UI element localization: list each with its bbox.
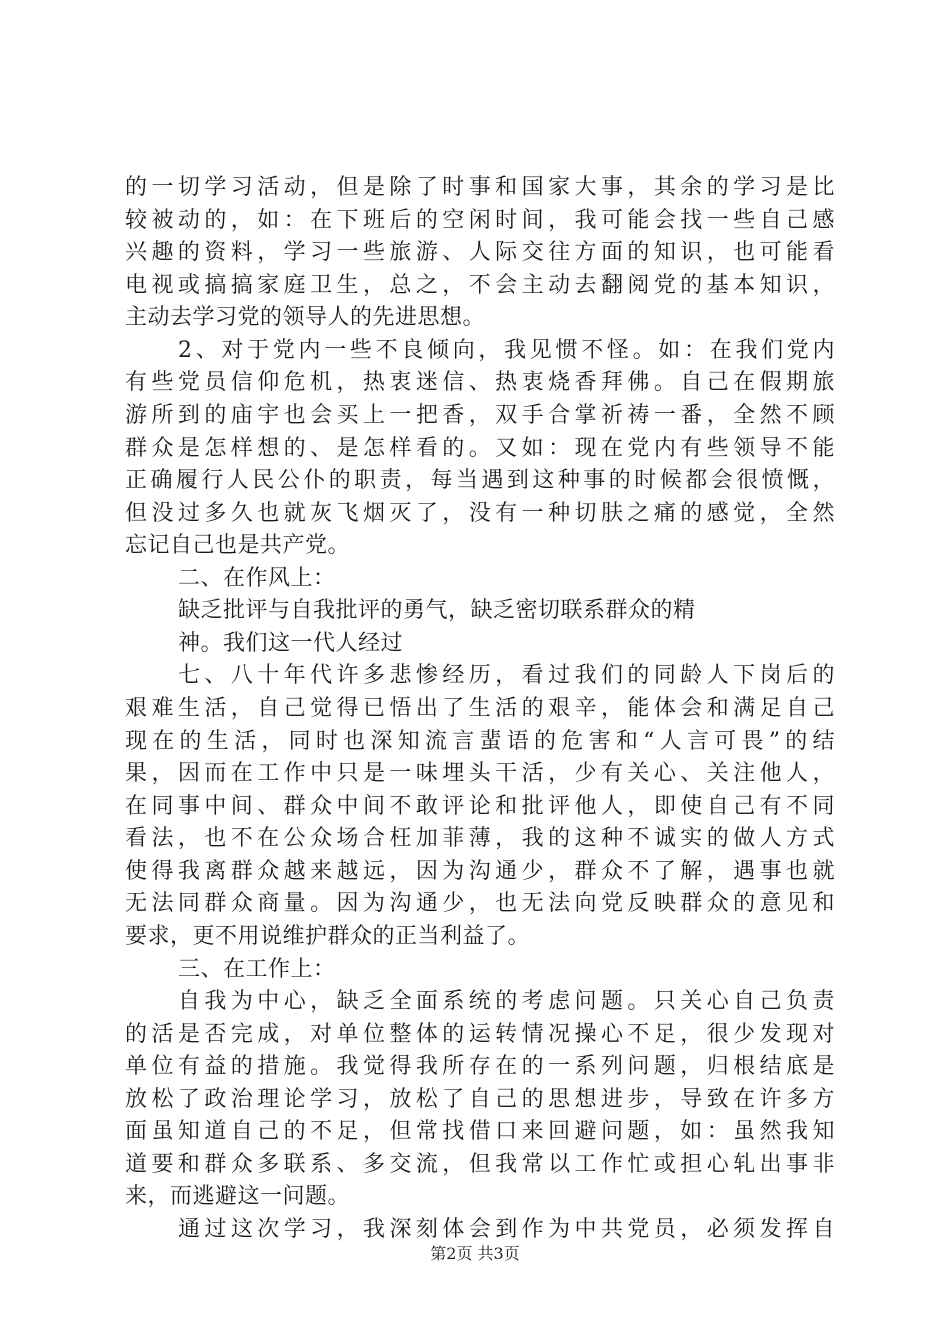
text-line: 看法，也不在公众场合枉加菲薄，我的这种不诚实的做人方式 bbox=[125, 826, 835, 851]
text-line: 但没过多久也就灰飞烟灭了，没有一种切肤之痛的感觉，全然 bbox=[125, 501, 835, 526]
text-line: 忘记自己也是共产党。 bbox=[125, 533, 351, 558]
paragraph-start-line: 七、八十年代许多悲惨经历，看过我们的同龄人下岗后的 bbox=[178, 663, 835, 688]
paragraph-start-line: 2、对于党内一些不良倾向，我见惯不怪。如：在我们党内 bbox=[178, 338, 835, 363]
text-line: 有些党员信仰危机，热衷迷信、热衷烧香拜佛。自己在假期旅 bbox=[125, 370, 835, 395]
text-line: 无法同群众商量。因为沟通少，也无法向党反映群众的意见和 bbox=[125, 891, 835, 916]
text-line: 正确履行人民公仆的职责，每当遇到这种事的时候都会很愤慨， bbox=[125, 468, 835, 493]
text-line: 要求，更不用说维护群众的正当利益了。 bbox=[125, 924, 531, 949]
text-line: 群众是怎样想的、是怎样看的。又如：现在党内有些领导不能 bbox=[125, 436, 835, 461]
text-line: 主动去学习党的领导人的先进思想。 bbox=[125, 305, 486, 330]
text-line: 在同事中间、群众中间不敢评论和批评他人，即使自己有不同 bbox=[125, 794, 835, 819]
text-line: 单位有益的措施。我觉得我所存在的一系列问题，归根结底是 bbox=[125, 1054, 835, 1079]
text-line: 现在的生活，同时也深知流言蜚语的危害和“人言可畏”的结 bbox=[125, 729, 835, 754]
text-line: 使得我离群众越来越远，因为沟通少，群众不了解，遇事也就 bbox=[125, 859, 835, 884]
paragraph-start-line: 通过这次学习，我深刻体会到作为中共党员，必须发挥自 bbox=[178, 1217, 835, 1242]
section-heading: 三、在工作上： bbox=[178, 957, 336, 982]
text-line: 面虽知道自己的不足，但常找借口来回避问题，如：虽然我知 bbox=[125, 1119, 835, 1144]
text-line: 的一切学习活动，但是除了时事和国家大事，其余的学习是比 bbox=[125, 175, 835, 200]
text-line: 放松了政治理论学习，放松了自己的思想进步，导致在许多方 bbox=[125, 1087, 835, 1112]
text-line: 较被动的，如：在下班后的空闲时间，我可能会找一些自己感 bbox=[125, 208, 835, 233]
text-line: 电视或搞搞家庭卫生，总之，不会主动去翻阅党的基本知识， bbox=[125, 273, 835, 298]
text-line: 道要和群众多联系、多交流，但我常以工作忙或担心轧出事非 bbox=[125, 1152, 835, 1177]
paragraph-start-line: 自我为中心，缺乏全面系统的考虑问题。只关心自己负责 bbox=[178, 989, 835, 1014]
text-line: 艰难生活，自己觉得已悟出了生活的艰辛，能体会和满足自己 bbox=[125, 696, 835, 721]
text-line: 来，而逃避这一问题。 bbox=[125, 1184, 351, 1209]
text-line: 游所到的庙宇也会买上一把香，双手合掌祈祷一番，全然不顾 bbox=[125, 403, 835, 428]
text-line: 的活是否完成，对单位整体的运转情况操心不足，很少发现对 bbox=[125, 1022, 835, 1047]
section-heading: 二、在作风上： bbox=[178, 566, 336, 591]
text-line: 神。我们这一代人经过 bbox=[178, 631, 404, 656]
page-footer: 第2页 共3页 bbox=[430, 1244, 520, 1263]
text-line: 兴趣的资料，学习一些旅游、人际交往方面的知识，也可能看 bbox=[125, 240, 835, 265]
text-line: 果，因而在工作中只是一味埋头干活，少有关心、关注他人， bbox=[125, 761, 835, 786]
paragraph-start-line: 缺乏批评与自我批评的勇气，缺乏密切联系群众的精 bbox=[178, 598, 696, 623]
